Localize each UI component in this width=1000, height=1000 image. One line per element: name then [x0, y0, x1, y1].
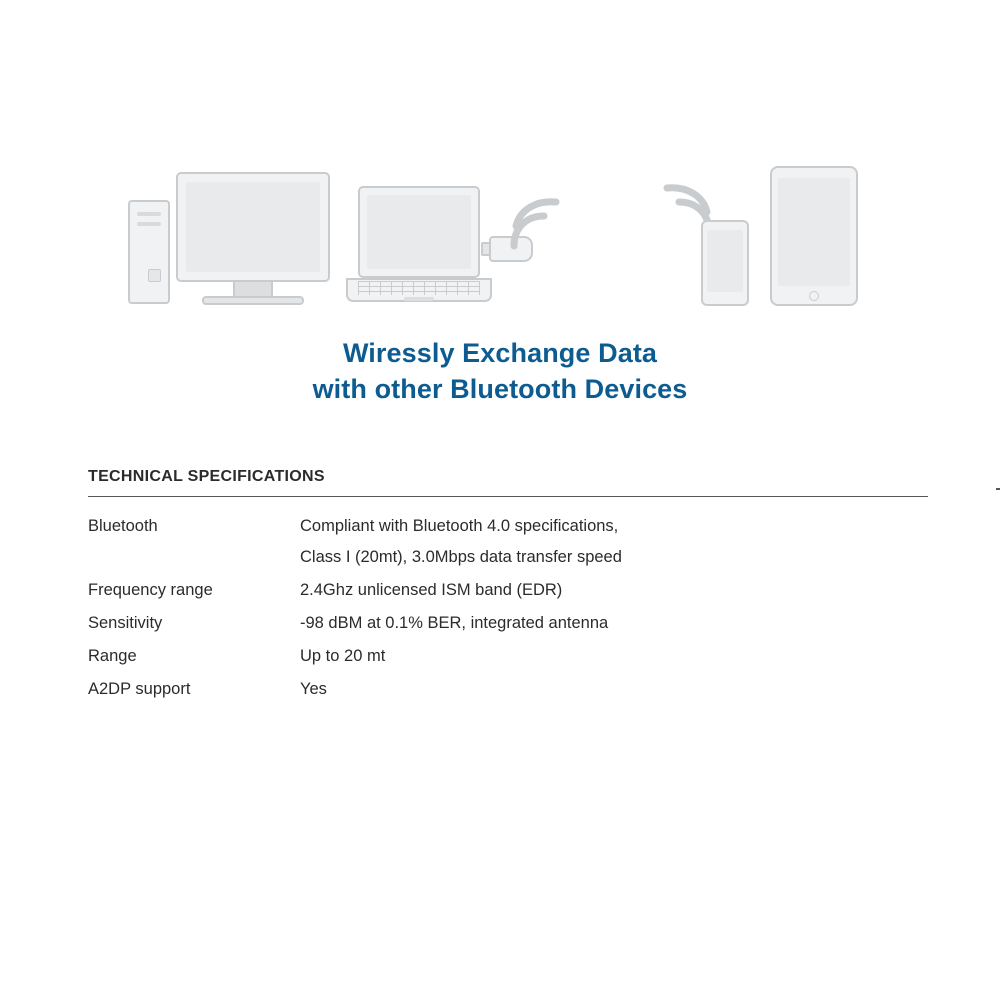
- tower-slot-detail: [137, 212, 161, 216]
- table-row: [88, 511, 928, 573]
- specs-title: TECHNICAL SPECIFICATIONS: [88, 468, 325, 485]
- table-row: [88, 608, 928, 639]
- monitor-screen-detail: [186, 182, 320, 272]
- spec-value: Up to 20 mt: [300, 647, 386, 665]
- spec-value: 2.4Ghz unlicensed ISM band (EDR): [300, 581, 563, 599]
- spec-label: A2DP support: [88, 680, 191, 698]
- table-row: [88, 674, 928, 705]
- wireless-signal-icon: [506, 196, 568, 254]
- spec-value: Yes: [300, 680, 327, 698]
- spec-value-line-1: Compliant with Bluetooth 4.0 specifications,: [300, 517, 619, 535]
- spec-value: -98 dBM at 0.1% BER, integrated antenna: [300, 614, 609, 632]
- technical-specifications-section: [88, 468, 928, 707]
- specs-divider: [88, 496, 928, 497]
- tablet-screen-detail: [778, 178, 850, 286]
- tower-power-button-detail: [148, 269, 161, 282]
- tablet-home-button-icon: [809, 291, 819, 301]
- page-edge-mark: [996, 488, 1000, 490]
- laptop-screen-detail: [367, 195, 471, 269]
- headline-line-1: Wiressly Exchange Data: [342, 338, 658, 368]
- spec-value-line-2: Class I (20mt), 3.0Mbps data transfer speed: [300, 548, 622, 566]
- laptop-touchpad-detail: [404, 297, 434, 301]
- headline-line-2: with other Bluetooth Devices: [312, 374, 688, 404]
- tower-slot-detail-2: [137, 222, 161, 226]
- laptop-keyboard-detail: [358, 281, 480, 295]
- spec-label: Bluetooth: [88, 517, 158, 535]
- device-illustration: [0, 140, 1000, 320]
- spec-label: Frequency range: [88, 581, 213, 599]
- table-row: [88, 575, 928, 606]
- headline: [0, 335, 1000, 407]
- spec-value: [300, 511, 622, 573]
- spec-label: Sensitivity: [88, 614, 163, 632]
- smartphone-screen-detail: [707, 230, 743, 292]
- table-row: [88, 641, 928, 672]
- monitor-base-detail: [202, 296, 304, 305]
- spec-label: Range: [88, 647, 137, 665]
